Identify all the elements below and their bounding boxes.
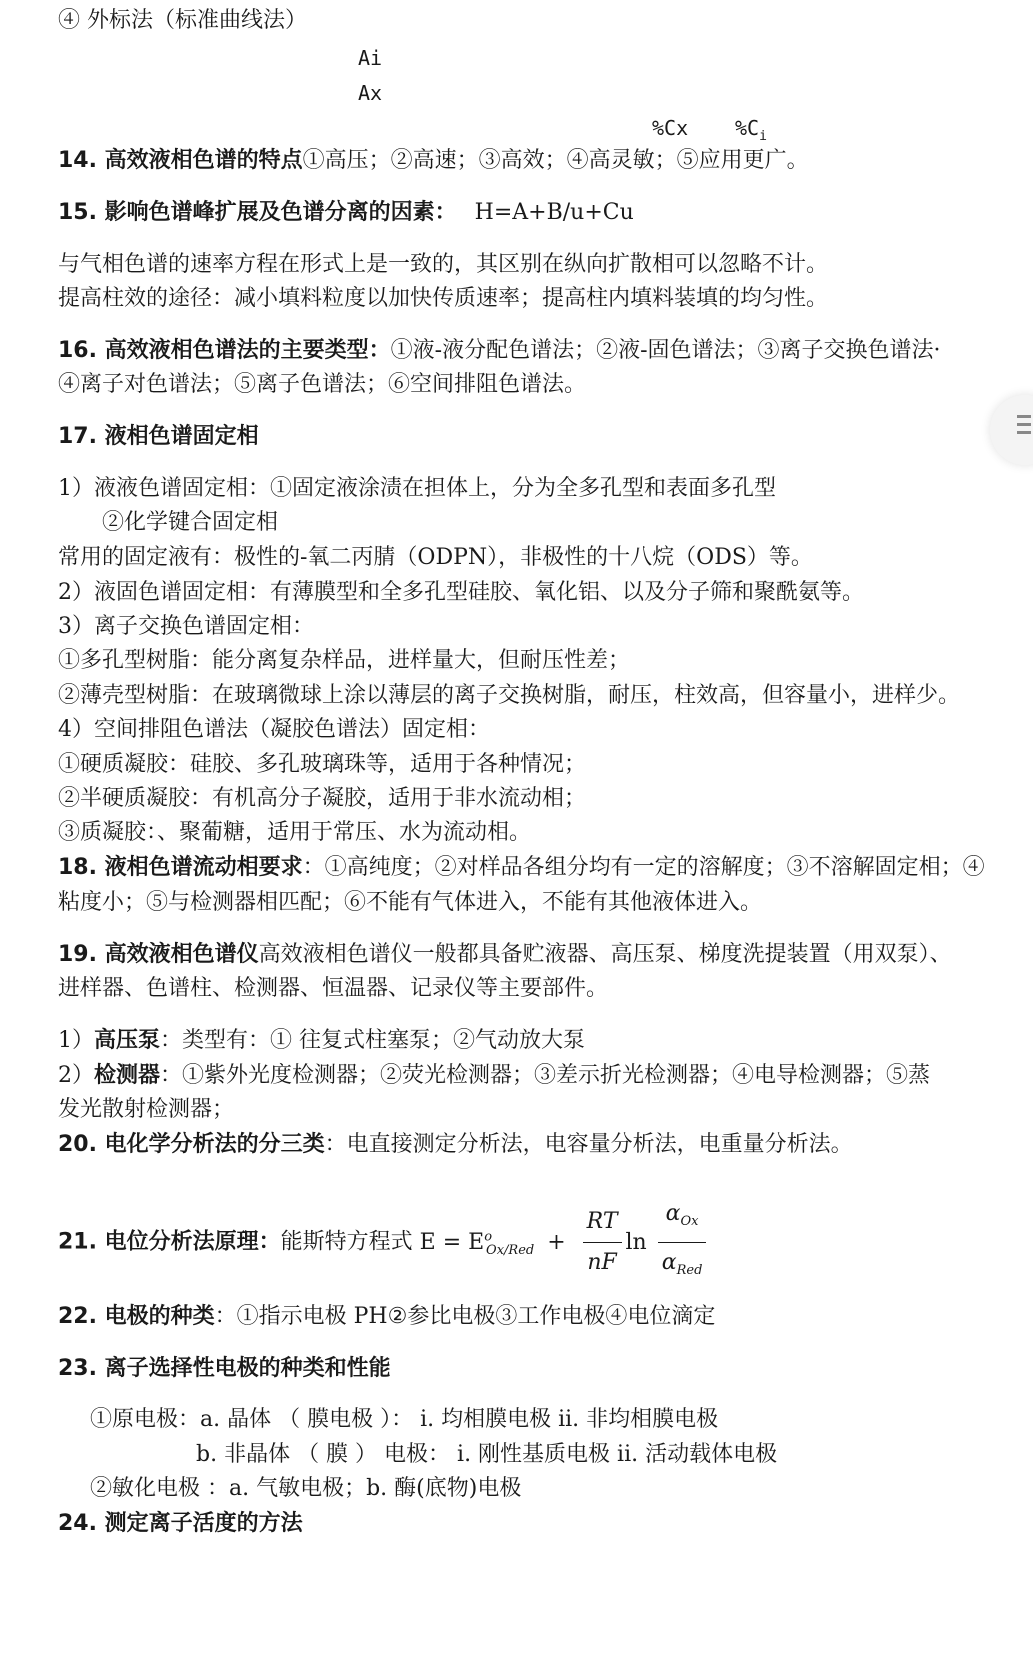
formula-ax: Ax bbox=[358, 81, 383, 105]
text-line: ①原电极：a. 晶体 （ 膜电极 ）： i. 均相膜电极 ii. 非均相膜电极 bbox=[90, 1407, 719, 1432]
text-line: 15. 影响色谱峰扩展及色谱分离的因素： H=A+B/u+Cu bbox=[58, 200, 634, 225]
section-heading: 20. 电化学分析法的分三类 bbox=[58, 1132, 325, 1157]
section-heading: 19. 高效液相色谱仪 bbox=[58, 942, 259, 967]
text-line: 2）检测器：①紫外光度检测器；②荧光检测器；③差示折光检测器；④电导检测器；⑤蒸 bbox=[58, 1063, 931, 1088]
text-line: ③质凝胶：、聚葡糖，适用于常压、水为流动相。 bbox=[58, 820, 532, 845]
text-line: 与气相色谱的速率方程在形式上是一致的，其区别在纵向扩散相可以忽略不计。 bbox=[58, 252, 829, 277]
text-line: ①多孔型树脂：能分离复杂样品，进样量大，但耐压性差； bbox=[58, 648, 631, 673]
text-line: ④ 外标法（标准曲线法） bbox=[58, 8, 307, 33]
text-line: ④离子对色谱法；⑤离子色谱法；⑥空间排阻色谱法。 bbox=[58, 372, 587, 397]
fraction-activity: $\frac{\alpha_{Ox}}{\alpha_{Red}}$ bbox=[658, 1194, 707, 1291]
subsection-heading: 检测器 bbox=[94, 1063, 161, 1088]
section-heading: 17. 液相色谱固定相 bbox=[58, 424, 259, 449]
text-line: 提高柱效的途径：减小填料粒度以加快传质速率；提高柱内填料装填的均匀性。 bbox=[58, 286, 829, 311]
section-heading: 15. 影响色谱峰扩展及色谱分离的因素： bbox=[58, 200, 457, 225]
text-line: 16. 高效液相色谱法的主要类型：①液-液分配色谱法；②液-固色谱法；③离子交换色谱法· bbox=[58, 338, 941, 363]
text-line: 20. 电化学分析法的分三类：电直接测定分析法，电容量分析法，电重量分析法。 bbox=[58, 1132, 853, 1157]
text-line: 2）液固色谱固定相：有薄膜型和全多孔型硅胶、氧化铝、以及分子筛和聚酰氨等。 bbox=[58, 580, 864, 605]
formula-ci: $\%C_i$ bbox=[735, 116, 767, 144]
section-heading: 23. 离子选择性电极的种类和性能 bbox=[58, 1356, 391, 1381]
text-line: 19. 高效液相色谱仪高效液相色谱仪一般都具备贮液器、高压泵、梯度洗提装置（用双泵）、 bbox=[58, 942, 952, 967]
text-line: ②化学键合固定相 bbox=[102, 510, 279, 535]
formula-ai: Ai bbox=[358, 46, 383, 70]
scroll-handle[interactable] bbox=[990, 395, 1033, 465]
section-heading: 24. 测定离子活度的方法 bbox=[58, 1511, 303, 1536]
section-heading: 22. 电极的种类 bbox=[58, 1304, 215, 1329]
text-line: ②薄壳型树脂：在玻璃微球上涂以薄层的离子交换树脂，耐压，柱效高，但容量小，进样少。 bbox=[58, 683, 961, 708]
text-line: 进样器、色谱柱、检测器、恒温器、记录仪等主要部件。 bbox=[58, 976, 609, 1001]
text-line: 1）高压泵：类型有：① 往复式柱塞泵；②气动放大泵 bbox=[58, 1028, 586, 1053]
fraction-rt-nf: $\frac{RT}{nF}$ bbox=[583, 1202, 622, 1283]
text-line: 3）离子交换色谱固定相： bbox=[58, 614, 314, 639]
text-line: 粘度小；⑤与检测器相匹配；⑥不能有气体进入，不能有其他液体进入。 bbox=[58, 890, 763, 915]
text-line: b. 非晶体 （ 膜 ） 电极： i. 刚性基质电极 ii. 活动载体电极 bbox=[196, 1442, 778, 1467]
text-line: ②敏化电极 ：a. 气敏电极；b. 酶(底物)电极 bbox=[90, 1476, 522, 1501]
nernst-equation-line: 21. 电位分析法原理：能斯特方程式 $E = E^o_{Ox/Red}$ + $\frac{RT}{nF}$ ln $\frac{\alpha_{Ox}}{\alpha_{Red}}$ bbox=[58, 1194, 710, 1291]
nernst-formula: $E = E^o_{Ox/Red}$ + $\frac{RT}{nF}$ ln $\frac{\alpha_{Ox}}{\alpha_{Red}}$ bbox=[420, 1230, 711, 1255]
subsection-heading: 高压泵 bbox=[94, 1028, 161, 1053]
section-heading: 16. 高效液相色谱法的主要类型： bbox=[58, 338, 391, 363]
text-line: 14. 高效液相色谱的特点①高压；②高速；③高效；④高灵敏；⑤应用更广。 bbox=[58, 148, 809, 173]
text-line: 18. 液相色谱流动相要求：①高纯度；②对样品各组分均有一定的溶解度；③不溶解固定相；④ bbox=[58, 855, 985, 880]
formula-cx: %Cx bbox=[652, 116, 689, 140]
section-heading: 21. 电位分析法原理： bbox=[58, 1229, 281, 1255]
text-line: 4）空间排阻色谱法（凝胶色谱法）固定相： bbox=[58, 717, 490, 742]
text-line: ②半硬质凝胶：有机高分子凝胶，适用于非水流动相； bbox=[58, 786, 587, 811]
text-line: 1）液液色谱固定相：①固定液涂渍在担体上，分为全多孔型和表面多孔型 bbox=[58, 476, 776, 501]
section-heading: 18. 液相色谱流动相要求 bbox=[58, 855, 303, 880]
menu-icon bbox=[1017, 415, 1031, 418]
text-line: 发光散射检测器； bbox=[58, 1097, 235, 1122]
section-heading: 14. 高效液相色谱的特点 bbox=[58, 148, 303, 173]
text-line: 常用的固定液有：极性的-氧二丙腈（ODPN），非极性的十八烷（ODS）等。 bbox=[58, 545, 813, 570]
text-line: 22. 电极的种类：①指示电极 PH②参比电极③工作电极④电位滴定 bbox=[58, 1304, 716, 1329]
text-line: ①硬质凝胶：硅胶、多孔玻璃珠等，适用于各种情况； bbox=[58, 752, 587, 777]
